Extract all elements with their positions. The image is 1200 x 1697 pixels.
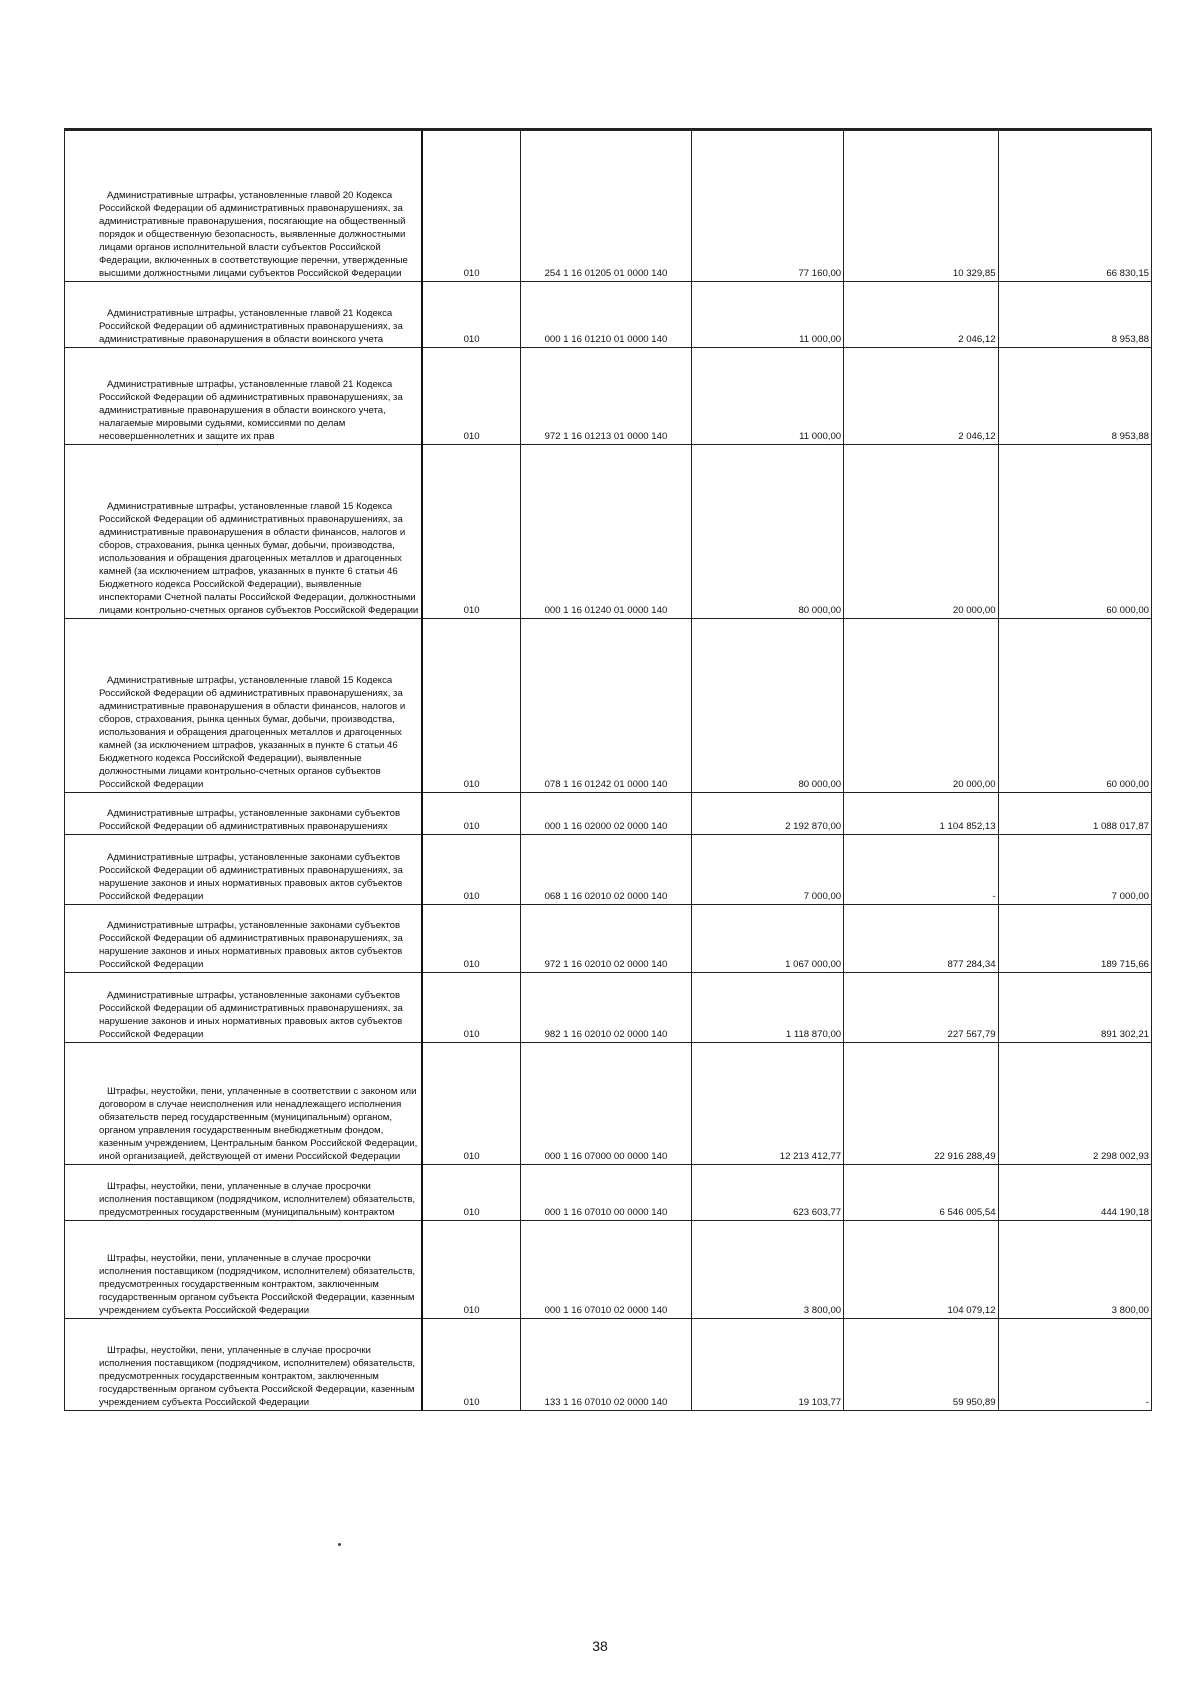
income-name-cell bbox=[65, 348, 423, 445]
remaining-amount-cell: 60 000,00 bbox=[998, 445, 1151, 619]
approved-amount-cell: 3 800,00 bbox=[691, 1221, 843, 1319]
income-name-cell bbox=[65, 973, 423, 1043]
line-code-cell: 010 bbox=[422, 793, 521, 835]
budget-classification-code-cell: 000 1 16 07000 00 0000 140 bbox=[521, 1043, 692, 1165]
remaining-amount-cell: 7 000,00 bbox=[998, 835, 1151, 905]
income-name-cell bbox=[65, 1221, 423, 1319]
revenue-table bbox=[64, 128, 1152, 1411]
line-code-cell: 010 bbox=[422, 1221, 521, 1319]
line-code-cell: 010 bbox=[422, 282, 521, 348]
income-name-text: Штрафы, неустойки, пени, уплаченные в случае просрочки исполнения поставщиком (подрядчиком, исполнителем) обязательств, предусмотренных государственным контрактом, заключенным государственным органом субъекта Российской Федерации, казенным учреждением субъекта Российской Федерации bbox=[99, 1345, 416, 1408]
approved-amount-cell: 11 000,00 bbox=[691, 282, 843, 348]
line-code-cell: 010 bbox=[422, 905, 521, 973]
budget-classification-code-cell: 000 1 16 02000 02 0000 140 bbox=[521, 793, 692, 835]
executed-amount-cell: 2 046,12 bbox=[844, 348, 998, 445]
approved-amount-cell: 19 103,77 bbox=[691, 1319, 843, 1411]
approved-amount-cell: 77 160,00 bbox=[691, 130, 843, 282]
income-name-cell bbox=[65, 282, 423, 348]
income-name-text: Административные штрафы, установленные главой 15 Кодекса Российской Федерации об административных правонарушениях, за административные правонарушения в области финансов, налогов и сборов, страхования, рынка ценных бумаг, добычи, производства, использования и обращения драгоценных металлов и драгоценных камней (за исключением штрафов, указанных в пункте 6 статьи 46 Бюджетного кодекса Российской Федерации), выявленные должностными лицами контрольно-счетных органов субъектов Российской Федерации bbox=[99, 675, 406, 790]
line-code-cell: 010 bbox=[422, 619, 521, 793]
income-name-cell bbox=[65, 835, 423, 905]
line-code-cell: 010 bbox=[422, 1165, 521, 1221]
remaining-amount-cell: 189 715,66 bbox=[998, 905, 1151, 973]
approved-amount-cell: 2 192 870,00 bbox=[691, 793, 843, 835]
executed-amount-cell: 877 284,34 bbox=[844, 905, 998, 973]
income-name-text: Административные штрафы, установленные главой 21 Кодекса Российской Федерации об административных правонарушениях, за административные правонарушения в области воинского учета bbox=[99, 308, 403, 345]
budget-classification-code-cell: 972 1 16 02010 02 0000 140 bbox=[521, 905, 692, 973]
table-row bbox=[65, 282, 1152, 348]
income-name-text: Административные штрафы, установленные законами субъектов Российской Федерации об административных правонарушениях, за нарушение законов и иных нормативных правовых актов субъектов Российской Федерации bbox=[99, 920, 403, 970]
table-row bbox=[65, 445, 1152, 619]
remaining-amount-cell: 66 830,15 bbox=[998, 130, 1151, 282]
budget-classification-code-cell: 078 1 16 01242 01 0000 140 bbox=[521, 619, 692, 793]
table-row bbox=[65, 905, 1152, 973]
table-row bbox=[65, 973, 1152, 1043]
budget-classification-code-cell: 972 1 16 01213 01 0000 140 bbox=[521, 348, 692, 445]
executed-amount-cell: 227 567,79 bbox=[844, 973, 998, 1043]
table-row bbox=[65, 348, 1152, 445]
approved-amount-cell: 80 000,00 bbox=[691, 619, 843, 793]
budget-classification-code-cell: 000 1 16 07010 02 0000 140 bbox=[521, 1221, 692, 1319]
page-number: 38 bbox=[592, 1638, 608, 1654]
income-name-text: Административные штрафы, установленные законами субъектов Российской Федерации об административных правонарушениях, за нарушение законов и иных нормативных правовых актов субъектов Российской Федерации bbox=[99, 852, 403, 902]
income-name-cell bbox=[65, 1319, 423, 1411]
executed-amount-cell: 104 079,12 bbox=[844, 1221, 998, 1319]
executed-amount-cell: 20 000,00 bbox=[844, 445, 998, 619]
income-name-text: Административные штрафы, установленные главой 15 Кодекса Российской Федерации об административных правонарушениях, за административные правонарушения в области финансов, налогов и сборов, страхования, рынка ценных бумаг, добычи, производства, использования и обращения драгоценных металлов и драгоценных камней (за исключением штрафов, указанных в пункте 6 статьи 46 Бюджетного кодекса Российской Федерации), выявленные инспекторами Счетной палаты Российской Федерации, должностными лицами контрольно-счетных органов субъектов Российской Федерации bbox=[99, 501, 419, 616]
income-name-cell bbox=[65, 445, 423, 619]
approved-amount-cell: 7 000,00 bbox=[691, 835, 843, 905]
income-name-text: Штрафы, неустойки, пени, уплаченные в случае просрочки исполнения поставщиком (подрядчиком, исполнителем) обязательств, предусмотренных государственным (муниципальным) контрактом bbox=[99, 1181, 416, 1218]
table-row bbox=[65, 1043, 1152, 1165]
executed-amount-cell: 1 104 852,13 bbox=[844, 793, 998, 835]
executed-amount-cell: 10 329,85 bbox=[844, 130, 998, 282]
line-code-cell: 010 bbox=[422, 1319, 521, 1411]
line-code-cell: 010 bbox=[422, 973, 521, 1043]
table-row bbox=[65, 793, 1152, 835]
income-name-cell bbox=[65, 1043, 423, 1165]
approved-amount-cell: 12 213 412,77 bbox=[691, 1043, 843, 1165]
line-code-cell: 010 bbox=[422, 348, 521, 445]
income-name-text: Административные штрафы, установленные законами субъектов Российской Федерации об административных правонарушениях, за нарушение законов и иных нормативных правовых актов субъектов Российской Федерации bbox=[99, 990, 403, 1040]
revenue-table-body bbox=[65, 130, 1152, 1411]
remaining-amount-cell: 1 088 017,87 bbox=[998, 793, 1151, 835]
budget-classification-code-cell: 000 1 16 01210 01 0000 140 bbox=[521, 282, 692, 348]
approved-amount-cell: 80 000,00 bbox=[691, 445, 843, 619]
budget-classification-code-cell: 000 1 16 07010 00 0000 140 bbox=[521, 1165, 692, 1221]
remaining-amount-cell: 8 953,88 bbox=[998, 348, 1151, 445]
table-row bbox=[65, 1319, 1152, 1411]
remaining-amount-cell: 3 800,00 bbox=[998, 1221, 1151, 1319]
income-name-cell bbox=[65, 619, 423, 793]
remaining-amount-cell: 444 190,18 bbox=[998, 1165, 1151, 1221]
budget-classification-code-cell: 133 1 16 07010 02 0000 140 bbox=[521, 1319, 692, 1411]
budget-classification-code-cell: 000 1 16 01240 01 0000 140 bbox=[521, 445, 692, 619]
table-row bbox=[65, 835, 1152, 905]
approved-amount-cell: 623 603,77 bbox=[691, 1165, 843, 1221]
income-name-cell bbox=[65, 1165, 423, 1221]
line-code-cell: 010 bbox=[422, 1043, 521, 1165]
remaining-amount-cell: 8 953,88 bbox=[998, 282, 1151, 348]
income-name-text: Административные штрафы, установленные законами субъектов Российской Федерации об административных правонарушениях bbox=[99, 808, 401, 832]
budget-classification-code-cell: 068 1 16 02010 02 0000 140 bbox=[521, 835, 692, 905]
executed-amount-cell: 22 916 288,49 bbox=[844, 1043, 998, 1165]
line-code-cell: 010 bbox=[422, 130, 521, 282]
table-row bbox=[65, 1165, 1152, 1221]
income-name-text: Административные штрафы, установленные главой 20 Кодекса Российской Федерации об административных правонарушениях, за административные правонарушения, посягающие на общественный порядок и общественную безопасность, выявленные должностными лицами органов исполнительной власти субъектов Российской Федерации, включенных в соответствующие перечни, утвержденные высшими должностными лицами субъектов Российской Федерации bbox=[99, 190, 408, 279]
approved-amount-cell: 11 000,00 bbox=[691, 348, 843, 445]
budget-classification-code-cell: 982 1 16 02010 02 0000 140 bbox=[521, 973, 692, 1043]
approved-amount-cell: 1 067 000,00 bbox=[691, 905, 843, 973]
report-sheet bbox=[64, 128, 1152, 1411]
table-row bbox=[65, 1221, 1152, 1319]
table-row bbox=[65, 130, 1152, 282]
remaining-amount-cell: - bbox=[998, 1319, 1151, 1411]
income-name-cell bbox=[65, 905, 423, 973]
budget-classification-code-cell: 254 1 16 01205 01 0000 140 bbox=[521, 130, 692, 282]
income-name-text: Штрафы, неустойки, пени, уплаченные в случае просрочки исполнения поставщиком (подрядчиком, исполнителем) обязательств, предусмотренных государственным контрактом, заключенным государственным органом субъекта Российской Федерации, казенным учреждением субъекта Российской Федерации bbox=[99, 1253, 416, 1316]
executed-amount-cell: 6 546 005,54 bbox=[844, 1165, 998, 1221]
remaining-amount-cell: 891 302,21 bbox=[998, 973, 1151, 1043]
line-code-cell: 010 bbox=[422, 445, 521, 619]
remaining-amount-cell: 2 298 002,93 bbox=[998, 1043, 1151, 1165]
approved-amount-cell: 1 118 870,00 bbox=[691, 973, 843, 1043]
income-name-cell bbox=[65, 130, 423, 282]
executed-amount-cell: - bbox=[844, 835, 998, 905]
line-code-cell: 010 bbox=[422, 835, 521, 905]
scan-speck bbox=[338, 1543, 341, 1546]
executed-amount-cell: 20 000,00 bbox=[844, 619, 998, 793]
income-name-text: Штрафы, неустойки, пени, уплаченные в соответствии с законом или договором в случае неисполнения или ненадлежащего исполнения обязательств перед государственным (муниципальным) органом, органом управления государственным внебюджетным фондом, казенным учреждением, Центральным банком Российской Федерации, иной организацией, действующей от имени Российской Федерации bbox=[99, 1086, 418, 1162]
remaining-amount-cell: 60 000,00 bbox=[998, 619, 1151, 793]
table-row bbox=[65, 619, 1152, 793]
executed-amount-cell: 59 950,89 bbox=[844, 1319, 998, 1411]
executed-amount-cell: 2 046,12 bbox=[844, 282, 998, 348]
income-name-cell bbox=[65, 793, 423, 835]
income-name-text: Административные штрафы, установленные главой 21 Кодекса Российской Федерации об административных правонарушениях, за административные правонарушения в области воинского учета, налагаемые мировыми судьями, комиссиями по делам несовершеннолетних и защите их прав bbox=[99, 379, 403, 442]
